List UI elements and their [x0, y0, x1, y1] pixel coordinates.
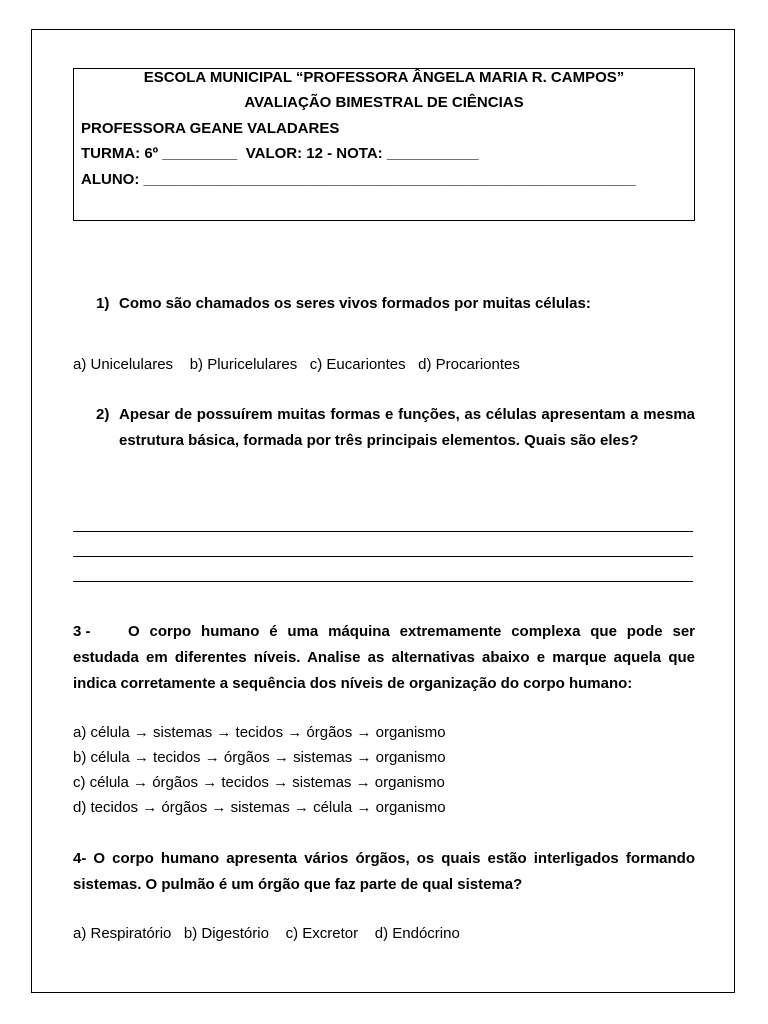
q3-body: O corpo humano é uma máquina extremamente complexa que pode ser estudada em diferentes níveis. Analise as alternativas abaixo e marque aquela que indica corretamente a sequência dos níveis de organização do corpo humano:	[73, 623, 695, 692]
q2-number: 2)	[96, 406, 110, 423]
school-name: ESCOLA MUNICIPAL “PROFESSORA ÂNGELA MARIA R. CAMPOS”	[143, 69, 625, 86]
q3-option-b: b) célula → tecidos → órgãos → sistemas → organismo	[73, 749, 446, 766]
student-name-line: ALUNO: ___________________________________________________________	[81, 171, 636, 188]
q3-option-c: c) célula → órgãos → tecidos → sistemas → organismo	[73, 774, 445, 791]
q3-number: 3 -	[73, 623, 91, 640]
q4-options: a) Respiratório b) Digestório c) Excretor d) Endócrino	[73, 925, 460, 942]
answer-line[interactable]	[73, 556, 693, 557]
exam-header	[73, 68, 695, 221]
q1-text: Como são chamados os seres vivos formados por muitas células:	[119, 295, 591, 312]
answer-line[interactable]	[73, 531, 693, 532]
q4-text: 4- O corpo humano apresenta vários órgãos, os quais estão interligados formando sistemas. O pulmão é um órgão que faz parte de qual sistema?	[73, 850, 695, 893]
exam-title: AVALIAÇÃO BIMESTRAL DE CIÊNCIAS	[244, 94, 524, 111]
class-grade-line: TURMA: 6º _________ VALOR: 12 - NOTA: ___________	[81, 145, 479, 162]
q1-options: a) Unicelulares b) Pluricelulares c) Eucariontes d) Procariontes	[73, 356, 520, 373]
teacher-name: PROFESSORA GEANE VALADARES	[81, 120, 340, 137]
q2-text: Apesar de possuírem muitas formas e funções, as células apresentam a mesma estrutura básica, formada por três principais elementos. Quais são eles?	[119, 406, 695, 449]
q3-option-d: d) tecidos → órgãos → sistemas → célula → organismo	[73, 799, 446, 816]
q3-option-a: a) célula → sistemas → tecidos → órgãos → organismo	[73, 724, 446, 741]
q3-text	[73, 619, 695, 697]
answer-line[interactable]	[73, 581, 693, 582]
q1-number: 1)	[96, 295, 110, 312]
